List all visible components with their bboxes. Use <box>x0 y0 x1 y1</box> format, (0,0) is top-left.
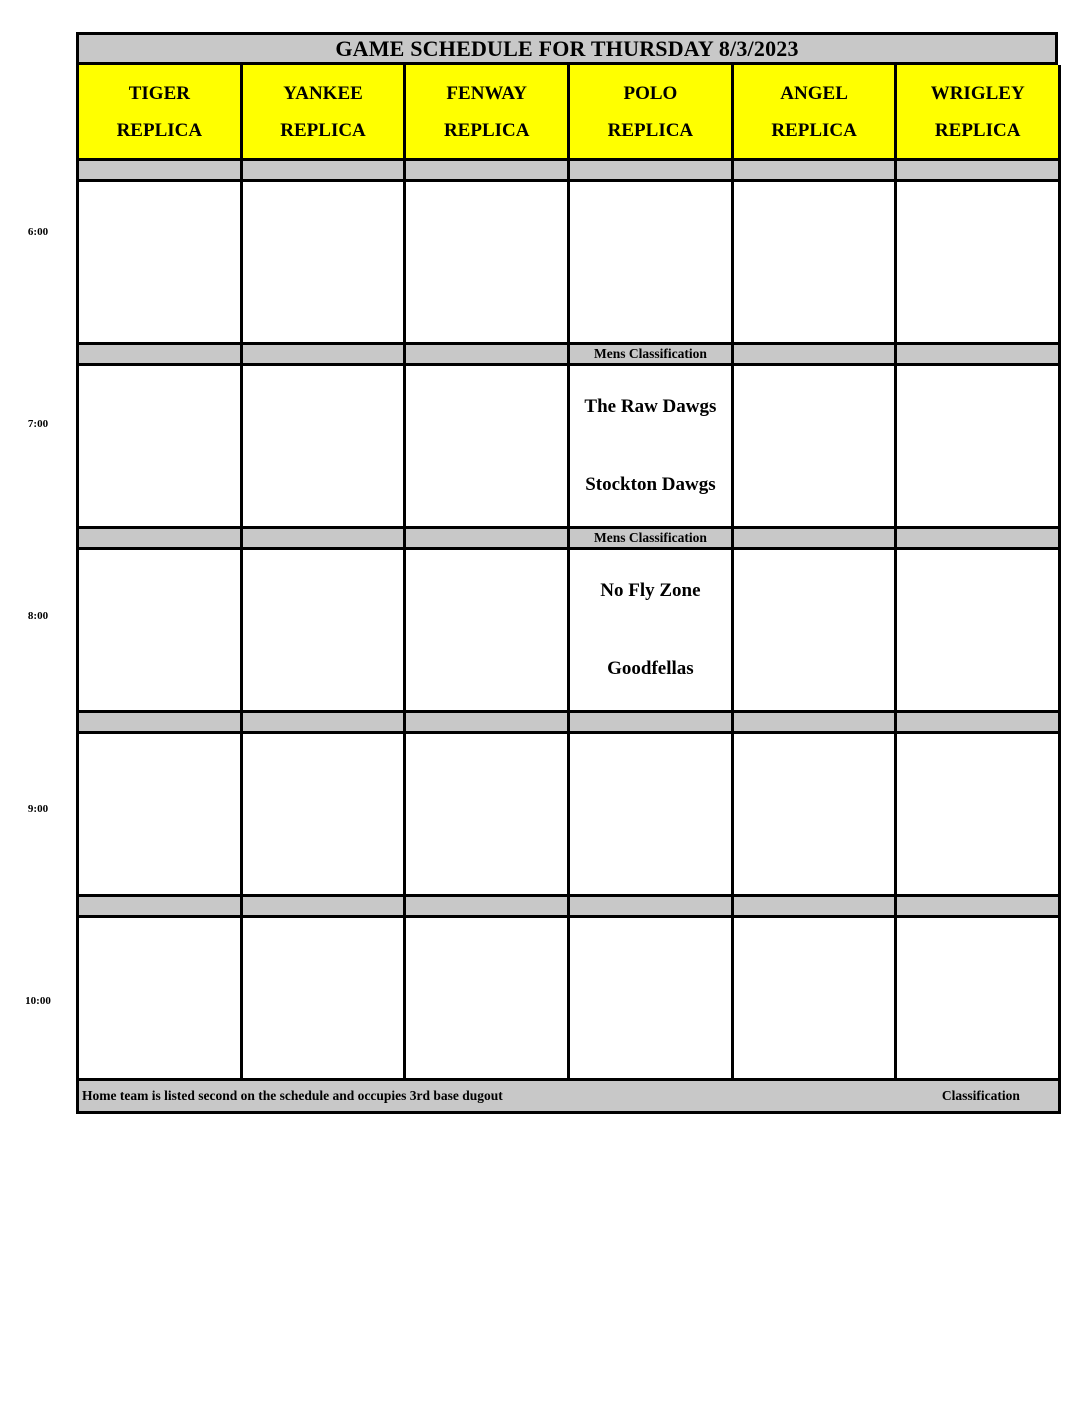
classification-cell <box>732 160 896 181</box>
footer-note: Home team is listed second on the schedule and occupies 3rd base dugout <box>82 1088 503 1103</box>
classification-cell <box>732 344 896 365</box>
game-slot <box>241 549 405 712</box>
classification-row <box>78 712 1060 733</box>
classification-cell <box>569 712 733 733</box>
game-slot <box>405 733 569 896</box>
field-name: TIGER <box>128 82 190 104</box>
classification-row <box>78 896 1060 917</box>
field-name: ANGEL <box>780 82 848 104</box>
field-sub: REPLICA <box>607 119 694 141</box>
classification-cell-polo-8: Mens Classification <box>569 528 733 549</box>
game-slot-polo-7 <box>569 365 733 528</box>
field-header-yankee <box>241 65 405 160</box>
classification-cell <box>732 896 896 917</box>
game-slot <box>896 917 1060 1080</box>
schedule-grid <box>76 65 1061 1114</box>
field-name: YANKEE <box>283 82 363 104</box>
classification-cell <box>569 896 733 917</box>
home-team: Goodfellas <box>607 658 694 679</box>
classification-cell <box>569 160 733 181</box>
game-row-6 <box>78 181 1060 344</box>
game-slot <box>896 181 1060 344</box>
game-slot <box>732 917 896 1080</box>
classification-cell <box>896 528 1060 549</box>
game-slot <box>241 365 405 528</box>
visitor-team: The Raw Dawgs <box>584 396 717 417</box>
game-row-10 <box>78 917 1060 1080</box>
classification-cell <box>78 344 242 365</box>
classification-cell <box>896 344 1060 365</box>
visitor-team: No Fly Zone <box>600 580 701 601</box>
game-slot <box>78 181 242 344</box>
game-slot <box>405 181 569 344</box>
game-slot <box>569 733 733 896</box>
game-slot <box>241 181 405 344</box>
classification-cell <box>405 528 569 549</box>
field-header-angel <box>732 65 896 160</box>
classification-cell <box>78 160 242 181</box>
home-team: Stockton Dawgs <box>585 474 716 495</box>
classification-cell <box>405 896 569 917</box>
game-slot <box>569 917 733 1080</box>
game-row-9 <box>78 733 1060 896</box>
time-label-8: 8:00 <box>27 610 49 622</box>
game-slot <box>732 549 896 712</box>
classification-cell <box>241 160 405 181</box>
game-slot <box>78 917 242 1080</box>
game-slot <box>732 733 896 896</box>
game-row-8 <box>78 549 1060 712</box>
game-slot <box>896 549 1060 712</box>
classification-cell <box>405 160 569 181</box>
field-sub: REPLICA <box>280 119 366 141</box>
game-slot <box>896 733 1060 896</box>
game-slot <box>78 733 242 896</box>
field-header-polo <box>569 65 733 160</box>
time-label-7: 7:00 <box>27 418 49 430</box>
field-sub: REPLICA <box>771 119 857 141</box>
game-slot <box>896 365 1060 528</box>
field-sub: REPLICA <box>116 119 203 141</box>
classification-cell <box>896 712 1060 733</box>
classification-cell <box>732 528 896 549</box>
classification-cell <box>405 344 569 365</box>
game-slot <box>78 365 242 528</box>
schedule-sheet <box>76 32 1058 1114</box>
field-header-row <box>78 65 1060 160</box>
classification-cell <box>896 896 1060 917</box>
time-label-10: 10:00 <box>25 995 51 1007</box>
classification-row <box>78 344 1060 365</box>
game-slot <box>405 365 569 528</box>
classification-cell <box>78 528 242 549</box>
footer-cell <box>78 1080 1060 1113</box>
classification-row <box>78 160 1060 181</box>
field-name: FENWAY <box>446 82 528 104</box>
classification-row <box>78 528 1060 549</box>
classification-cell <box>241 528 405 549</box>
classification-cell <box>78 896 242 917</box>
game-slot-polo-8 <box>569 549 733 712</box>
game-slot <box>732 181 896 344</box>
classification-cell-polo-7: Mens Classification <box>569 344 733 365</box>
classification-cell <box>78 712 242 733</box>
time-label-9: 9:00 <box>27 803 49 815</box>
game-row-7 <box>78 365 1060 528</box>
game-slot <box>405 917 569 1080</box>
field-sub: REPLICA <box>443 119 530 141</box>
game-slot <box>405 549 569 712</box>
classification-cell <box>405 712 569 733</box>
time-label-6: 6:00 <box>27 226 49 238</box>
schedule-title: GAME SCHEDULE FOR THURSDAY 8/3/2023 <box>76 32 1058 65</box>
classification-cell <box>732 712 896 733</box>
field-name: WRIGLEY <box>930 82 1025 104</box>
game-slot <box>241 917 405 1080</box>
classification-cell <box>241 712 405 733</box>
classification-cell <box>241 896 405 917</box>
game-slot <box>732 365 896 528</box>
classification-cell <box>896 160 1060 181</box>
classification-cell <box>241 344 405 365</box>
field-sub: REPLICA <box>934 119 1021 141</box>
footer-row <box>78 1080 1060 1113</box>
game-slot <box>241 733 405 896</box>
field-name: POLO <box>623 82 678 104</box>
field-header-fenway <box>405 65 569 160</box>
footer-legend: Classification <box>941 1088 1020 1103</box>
field-header-wrigley <box>896 65 1060 160</box>
field-header-tiger <box>78 65 242 160</box>
game-slot <box>78 549 242 712</box>
game-slot <box>569 181 733 344</box>
